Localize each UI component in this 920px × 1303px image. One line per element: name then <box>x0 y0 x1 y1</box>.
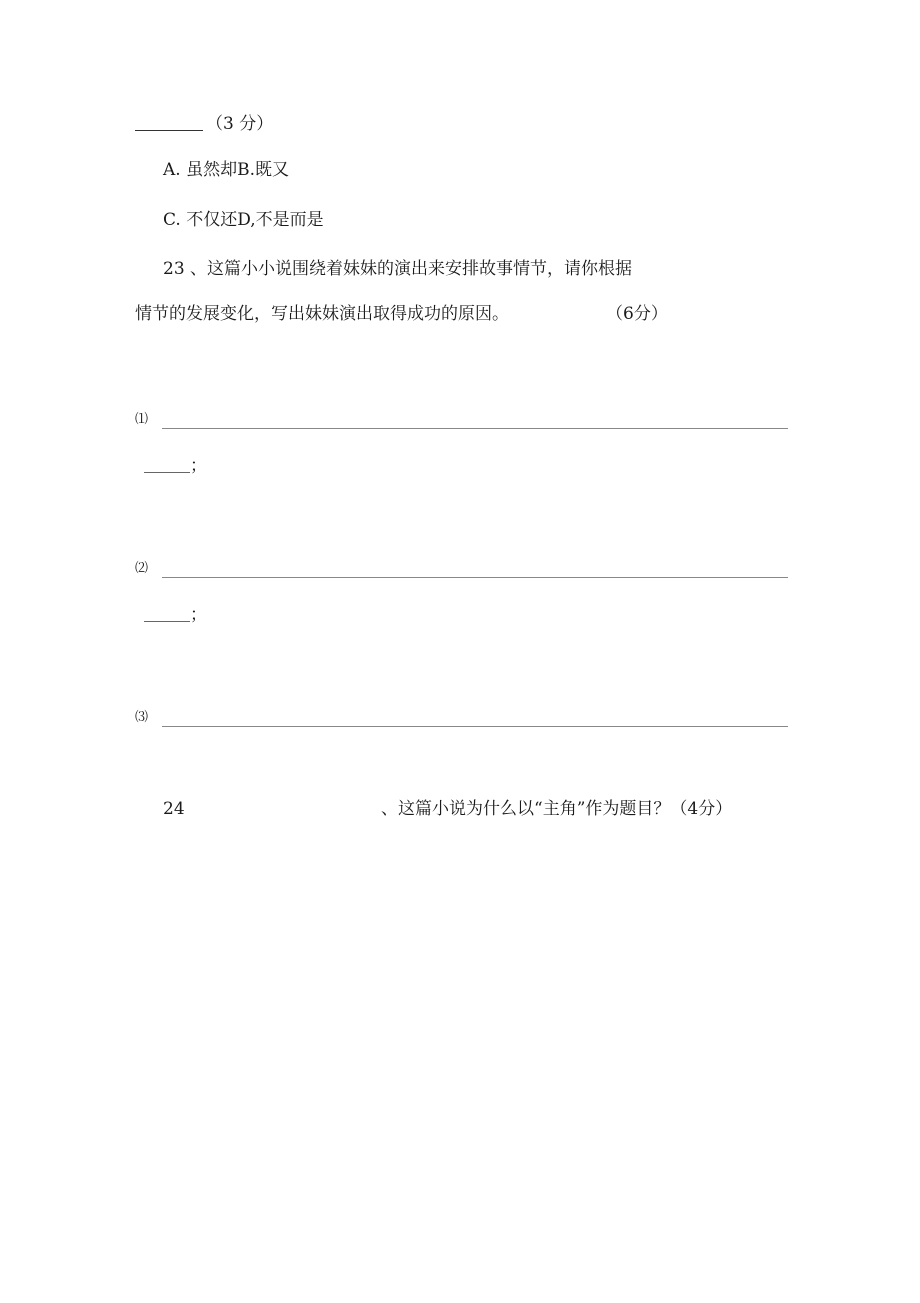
q23-question-line1: 23 、这篇小小说围绕着妹妹的演出来安排故事情节，请你根据 <box>163 259 633 279</box>
answer-1-line[interactable] <box>162 428 788 429</box>
q24-question: 、这篇小说为什么以“主角”作为题目？（4分） <box>381 799 733 819</box>
answer-2-continuation-line[interactable] <box>144 621 190 622</box>
q23-question-line2: 情节的发展变化，写出妹妹演出取得成功的原因。 <box>135 304 509 324</box>
answer-1-label: ⑴ <box>135 412 149 427</box>
q22-option-a: A. 虽然却B.既又 <box>163 160 289 180</box>
fill-blank-line <box>135 130 203 131</box>
answer-1-continuation-line[interactable] <box>144 472 190 473</box>
q24-number: 24 <box>163 799 185 819</box>
answer-3-label: ⑶ <box>135 710 149 725</box>
answer-2-label: ⑵ <box>135 561 149 576</box>
q22-score: （3 分） <box>206 114 274 134</box>
q23-score: （6分） <box>606 304 668 324</box>
q22-option-c: C. 不仅还D,不是而是 <box>163 210 324 230</box>
answer-1-semicolon: ； <box>190 456 207 476</box>
answer-2-line[interactable] <box>162 577 788 578</box>
answer-2-semicolon: ； <box>190 605 207 625</box>
answer-3-line[interactable] <box>162 726 788 727</box>
